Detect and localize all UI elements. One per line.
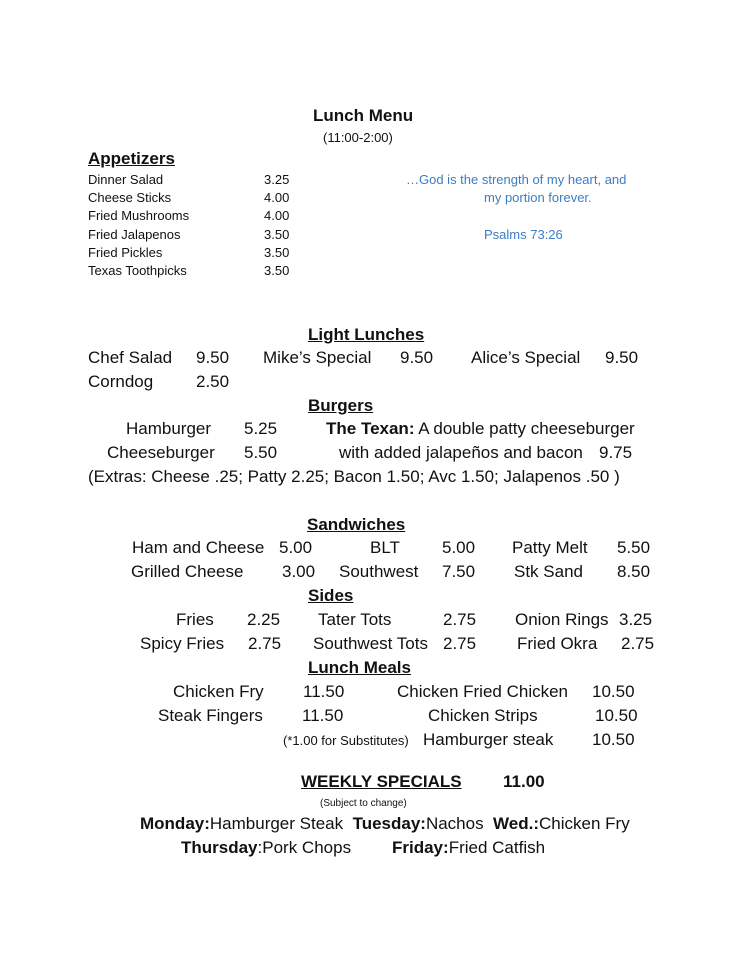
- burger-price: 5.50: [244, 443, 278, 462]
- sandwich-name: Grilled Cheese: [131, 562, 244, 581]
- appetizer-price: 3.50: [264, 227, 290, 242]
- appetizers-heading: Appetizers: [88, 149, 175, 168]
- sandwich-price: 7.50: [442, 562, 476, 581]
- appetizer-price: 4.00: [264, 190, 290, 205]
- verse-reference: Psalms 73:26: [484, 227, 563, 242]
- sandwich-name: Ham and Cheese: [132, 538, 265, 557]
- appetizer-price: 3.25: [264, 172, 290, 187]
- side-name: Onion Rings: [515, 610, 609, 629]
- side-price: 2.75: [443, 634, 477, 653]
- weekly-specials-note: (Subject to change): [320, 798, 407, 809]
- lunch-meal-name: Chicken Strips: [428, 706, 538, 725]
- texan-burger-desc-line2: with added jalapeños and bacon: [339, 443, 583, 462]
- special-dish: Fried Catfish: [448, 838, 546, 857]
- light-lunch-price: 9.50: [196, 348, 230, 367]
- special-day: Monday:: [140, 814, 210, 833]
- light-lunch-name: Mike’s Special: [263, 348, 372, 367]
- special-day: Thursday: [181, 838, 258, 857]
- sides-heading: Sides: [308, 586, 354, 605]
- special-day: Wed.:: [493, 814, 540, 833]
- side-price: 2.75: [248, 634, 282, 653]
- light-lunch-price: 9.50: [605, 348, 639, 367]
- weekly-specials-price: 11.00: [503, 772, 545, 791]
- lunch-meal-name: Steak Fingers: [158, 706, 263, 725]
- side-name: Tater Tots: [318, 610, 392, 629]
- appetizer-name: Fried Jalapenos: [88, 227, 181, 242]
- lunch-meal-price: 11.50: [303, 682, 345, 701]
- weekly-specials-line1: [140, 814, 630, 834]
- weekly-specials-heading: WEEKLY SPECIALS: [301, 772, 462, 791]
- sandwich-name: Southwest: [339, 562, 419, 581]
- lunch-meal-price: 10.50: [595, 706, 638, 725]
- side-name: Southwest Tots: [313, 634, 428, 653]
- side-name: Fried Okra: [517, 634, 598, 653]
- side-price: 2.75: [621, 634, 655, 653]
- sandwich-price: 5.50: [617, 538, 651, 557]
- sandwich-price: 3.00: [282, 562, 316, 581]
- substitutes-note: (*1.00 for Substitutes): [283, 733, 409, 748]
- lunch-meal-name: Chicken Fry: [173, 682, 264, 701]
- side-price: 3.25: [619, 610, 653, 629]
- weekly-specials-thursday: [181, 838, 351, 858]
- light-lunch-name: Corndog: [88, 372, 154, 391]
- sandwich-price: 5.00: [442, 538, 476, 557]
- appetizer-name: Fried Pickles: [88, 245, 163, 260]
- texan-burger-description: [326, 419, 635, 439]
- lunch-meal-price: 10.50: [592, 730, 635, 749]
- lunch-meal-name: Hamburger steak: [423, 730, 554, 749]
- weekly-specials-friday: [392, 838, 545, 858]
- light-lunch-name: Alice’s Special: [471, 348, 581, 367]
- burger-extras: (Extras: Cheese .25; Patty 2.25; Bacon 1.50; Avc 1.50; Jalapenos .50 ): [88, 467, 620, 486]
- appetizer-name: Texas Toothpicks: [88, 263, 187, 278]
- sandwich-price: 5.00: [279, 538, 313, 557]
- light-lunch-name: Chef Salad: [88, 348, 173, 367]
- light-lunch-price: 2.50: [196, 372, 230, 391]
- sandwich-name: Patty Melt: [512, 538, 588, 557]
- side-price: 2.75: [443, 610, 477, 629]
- verse-line: …God is the strength of my heart, and: [406, 172, 627, 187]
- sandwich-name: Stk Sand: [514, 562, 583, 581]
- appetizer-name: Dinner Salad: [88, 172, 164, 187]
- special-dish: :Pork Chops: [257, 838, 352, 857]
- appetizer-price: 4.00: [264, 208, 290, 223]
- side-name: Spicy Fries: [140, 634, 225, 653]
- texan-burger-desc: A double patty cheeseburger: [414, 419, 635, 438]
- burger-price: 5.25: [244, 419, 278, 438]
- sandwiches-heading: Sandwiches: [307, 515, 406, 534]
- texan-burger-name: The Texan:: [326, 419, 415, 438]
- side-price: 2.25: [247, 610, 281, 629]
- side-name: Fries: [176, 610, 214, 629]
- appetizer-name: Cheese Sticks: [88, 190, 172, 205]
- special-dish: Chicken Fry: [539, 814, 630, 833]
- lunch-meals-heading: Lunch Meals: [308, 658, 411, 677]
- sandwich-price: 8.50: [617, 562, 651, 581]
- burgers-heading: Burgers: [308, 396, 374, 415]
- special-day: Tuesday:: [352, 814, 426, 833]
- lunch-meal-name: Chicken Fried Chicken: [397, 682, 569, 701]
- appetizer-price: 3.50: [264, 263, 290, 278]
- verse-line: my portion forever.: [484, 190, 592, 205]
- menu-hours: (11:00-2:00): [323, 130, 393, 145]
- appetizer-price: 3.50: [264, 245, 290, 260]
- light-lunches-heading: Light Lunches: [308, 325, 425, 344]
- burger-name: Hamburger: [126, 419, 212, 438]
- appetizer-name: Fried Mushrooms: [88, 208, 190, 223]
- lunch-meal-price: 11.50: [302, 706, 344, 725]
- sandwich-name: BLT: [370, 538, 400, 557]
- lunch-meal-price: 10.50: [592, 682, 635, 701]
- texan-burger-price: 9.75: [599, 443, 633, 462]
- burger-name: Cheeseburger: [107, 443, 215, 462]
- special-dish: Nachos: [425, 814, 484, 833]
- menu-title: Lunch Menu: [313, 106, 414, 125]
- special-dish: Hamburger Steak: [209, 814, 344, 833]
- special-day: Friday:: [392, 838, 449, 857]
- light-lunch-price: 9.50: [400, 348, 434, 367]
